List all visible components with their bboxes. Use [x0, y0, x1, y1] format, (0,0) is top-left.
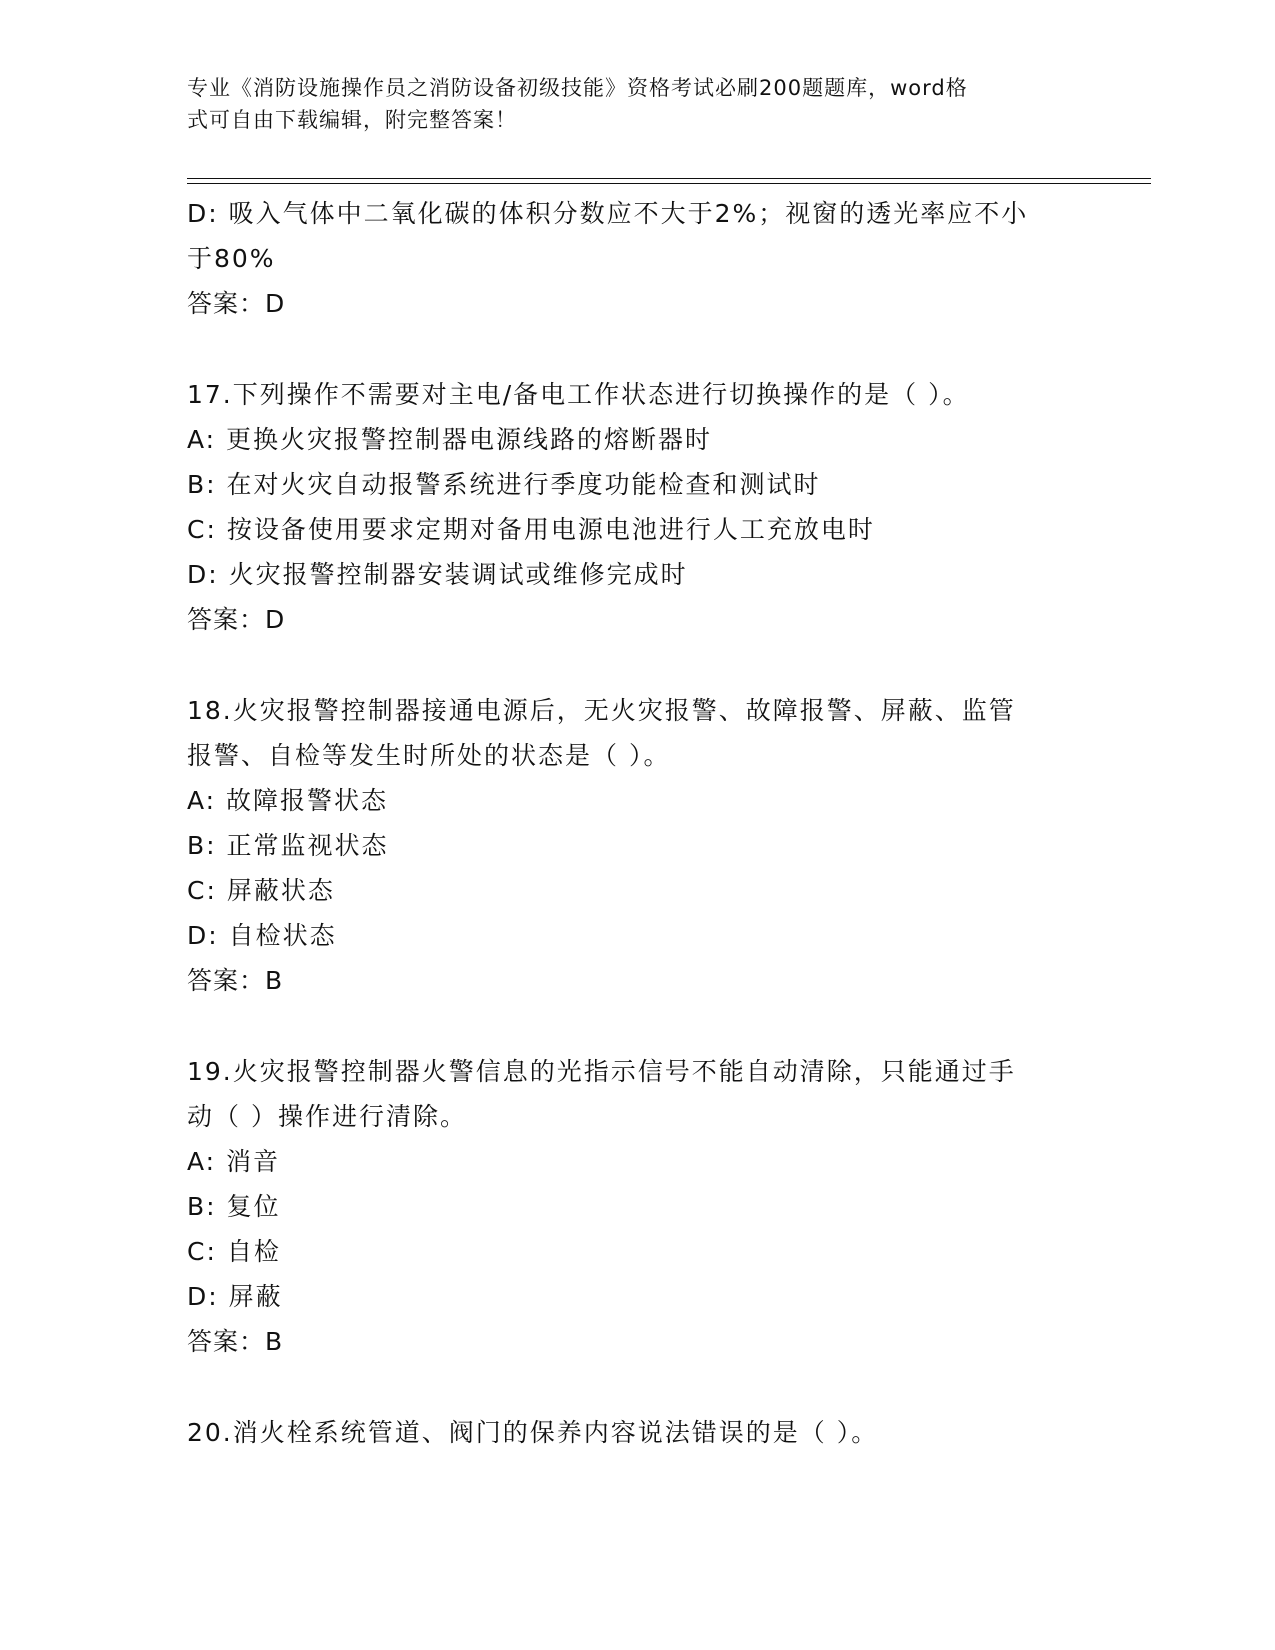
spacer	[187, 642, 1087, 688]
answer-value: D	[265, 605, 286, 634]
question-17	[187, 372, 1087, 642]
option-d-continued: 于80%	[187, 244, 276, 273]
answer-line	[187, 597, 1087, 642]
carryover-block	[187, 191, 1087, 326]
spacer	[187, 326, 1087, 372]
spacer	[187, 1364, 1087, 1410]
option-c: C: 自检	[187, 1237, 281, 1266]
answer-label: 答案：	[187, 605, 266, 634]
option-a: A: 更换火灾报警控制器电源线路的熔断器时	[187, 425, 713, 454]
answer-label: 答案：	[187, 289, 266, 318]
question-19	[187, 1049, 1087, 1364]
question-stem: 18.火灾报警控制器接通电源后，无火灾报警、故障报警、屏蔽、监管	[187, 696, 1016, 725]
option-b: B: 正常监视状态	[187, 831, 389, 860]
question-list	[187, 191, 1087, 1455]
answer-line	[187, 281, 1087, 326]
header-divider-bottom	[187, 183, 1151, 184]
header-divider-top	[187, 178, 1151, 179]
option-c: C: 按设备使用要求定期对备用电源电池进行人工充放电时	[187, 515, 875, 544]
option-d: D: 吸入气体中二氧化碳的体积分数应不大于2%；视窗的透光率应不小	[187, 199, 1029, 228]
document-header	[187, 72, 1067, 136]
option-b: B: 复位	[187, 1192, 281, 1221]
question-stem: 17.下列操作不需要对主电/备电工作状态进行切换操作的是（ ）。	[187, 380, 970, 409]
question-stem-continued: 动（ ）操作进行清除。	[187, 1102, 467, 1131]
answer-label: 答案：	[187, 966, 266, 995]
question-stem: 20.消火栓系统管道、阀门的保养内容说法错误的是（ ）。	[187, 1418, 879, 1447]
option-d: D: 自检状态	[187, 921, 337, 950]
spacer	[187, 1003, 1087, 1049]
answer-value: D	[265, 289, 286, 318]
question-20	[187, 1410, 1087, 1455]
answer-value: B	[265, 1327, 284, 1356]
question-18	[187, 688, 1087, 1003]
question-stem: 19.火灾报警控制器火警信息的光指示信号不能自动清除，只能通过手	[187, 1057, 1016, 1086]
answer-line	[187, 1319, 1087, 1364]
answer-label: 答案：	[187, 1327, 266, 1356]
option-d: D: 屏蔽	[187, 1282, 283, 1311]
option-c: C: 屏蔽状态	[187, 876, 335, 905]
option-d: D: 火灾报警控制器安装调试或维修完成时	[187, 560, 688, 589]
answer-value: B	[265, 966, 284, 995]
option-a: A: 故障报警状态	[187, 786, 389, 815]
question-stem-continued: 报警、自检等发生时所处的状态是（ ）。	[187, 741, 671, 770]
answer-line	[187, 958, 1087, 1003]
header-title-line-1: 专业《消防设施操作员之消防设备初级技能》资格考试必刷200题题库，word格	[187, 76, 968, 100]
header-title-line-2: 式可自由下载编辑，附完整答案！	[187, 108, 517, 132]
option-b: B: 在对火灾自动报警系统进行季度功能检查和测试时	[187, 470, 821, 499]
option-a: A: 消音	[187, 1147, 281, 1176]
